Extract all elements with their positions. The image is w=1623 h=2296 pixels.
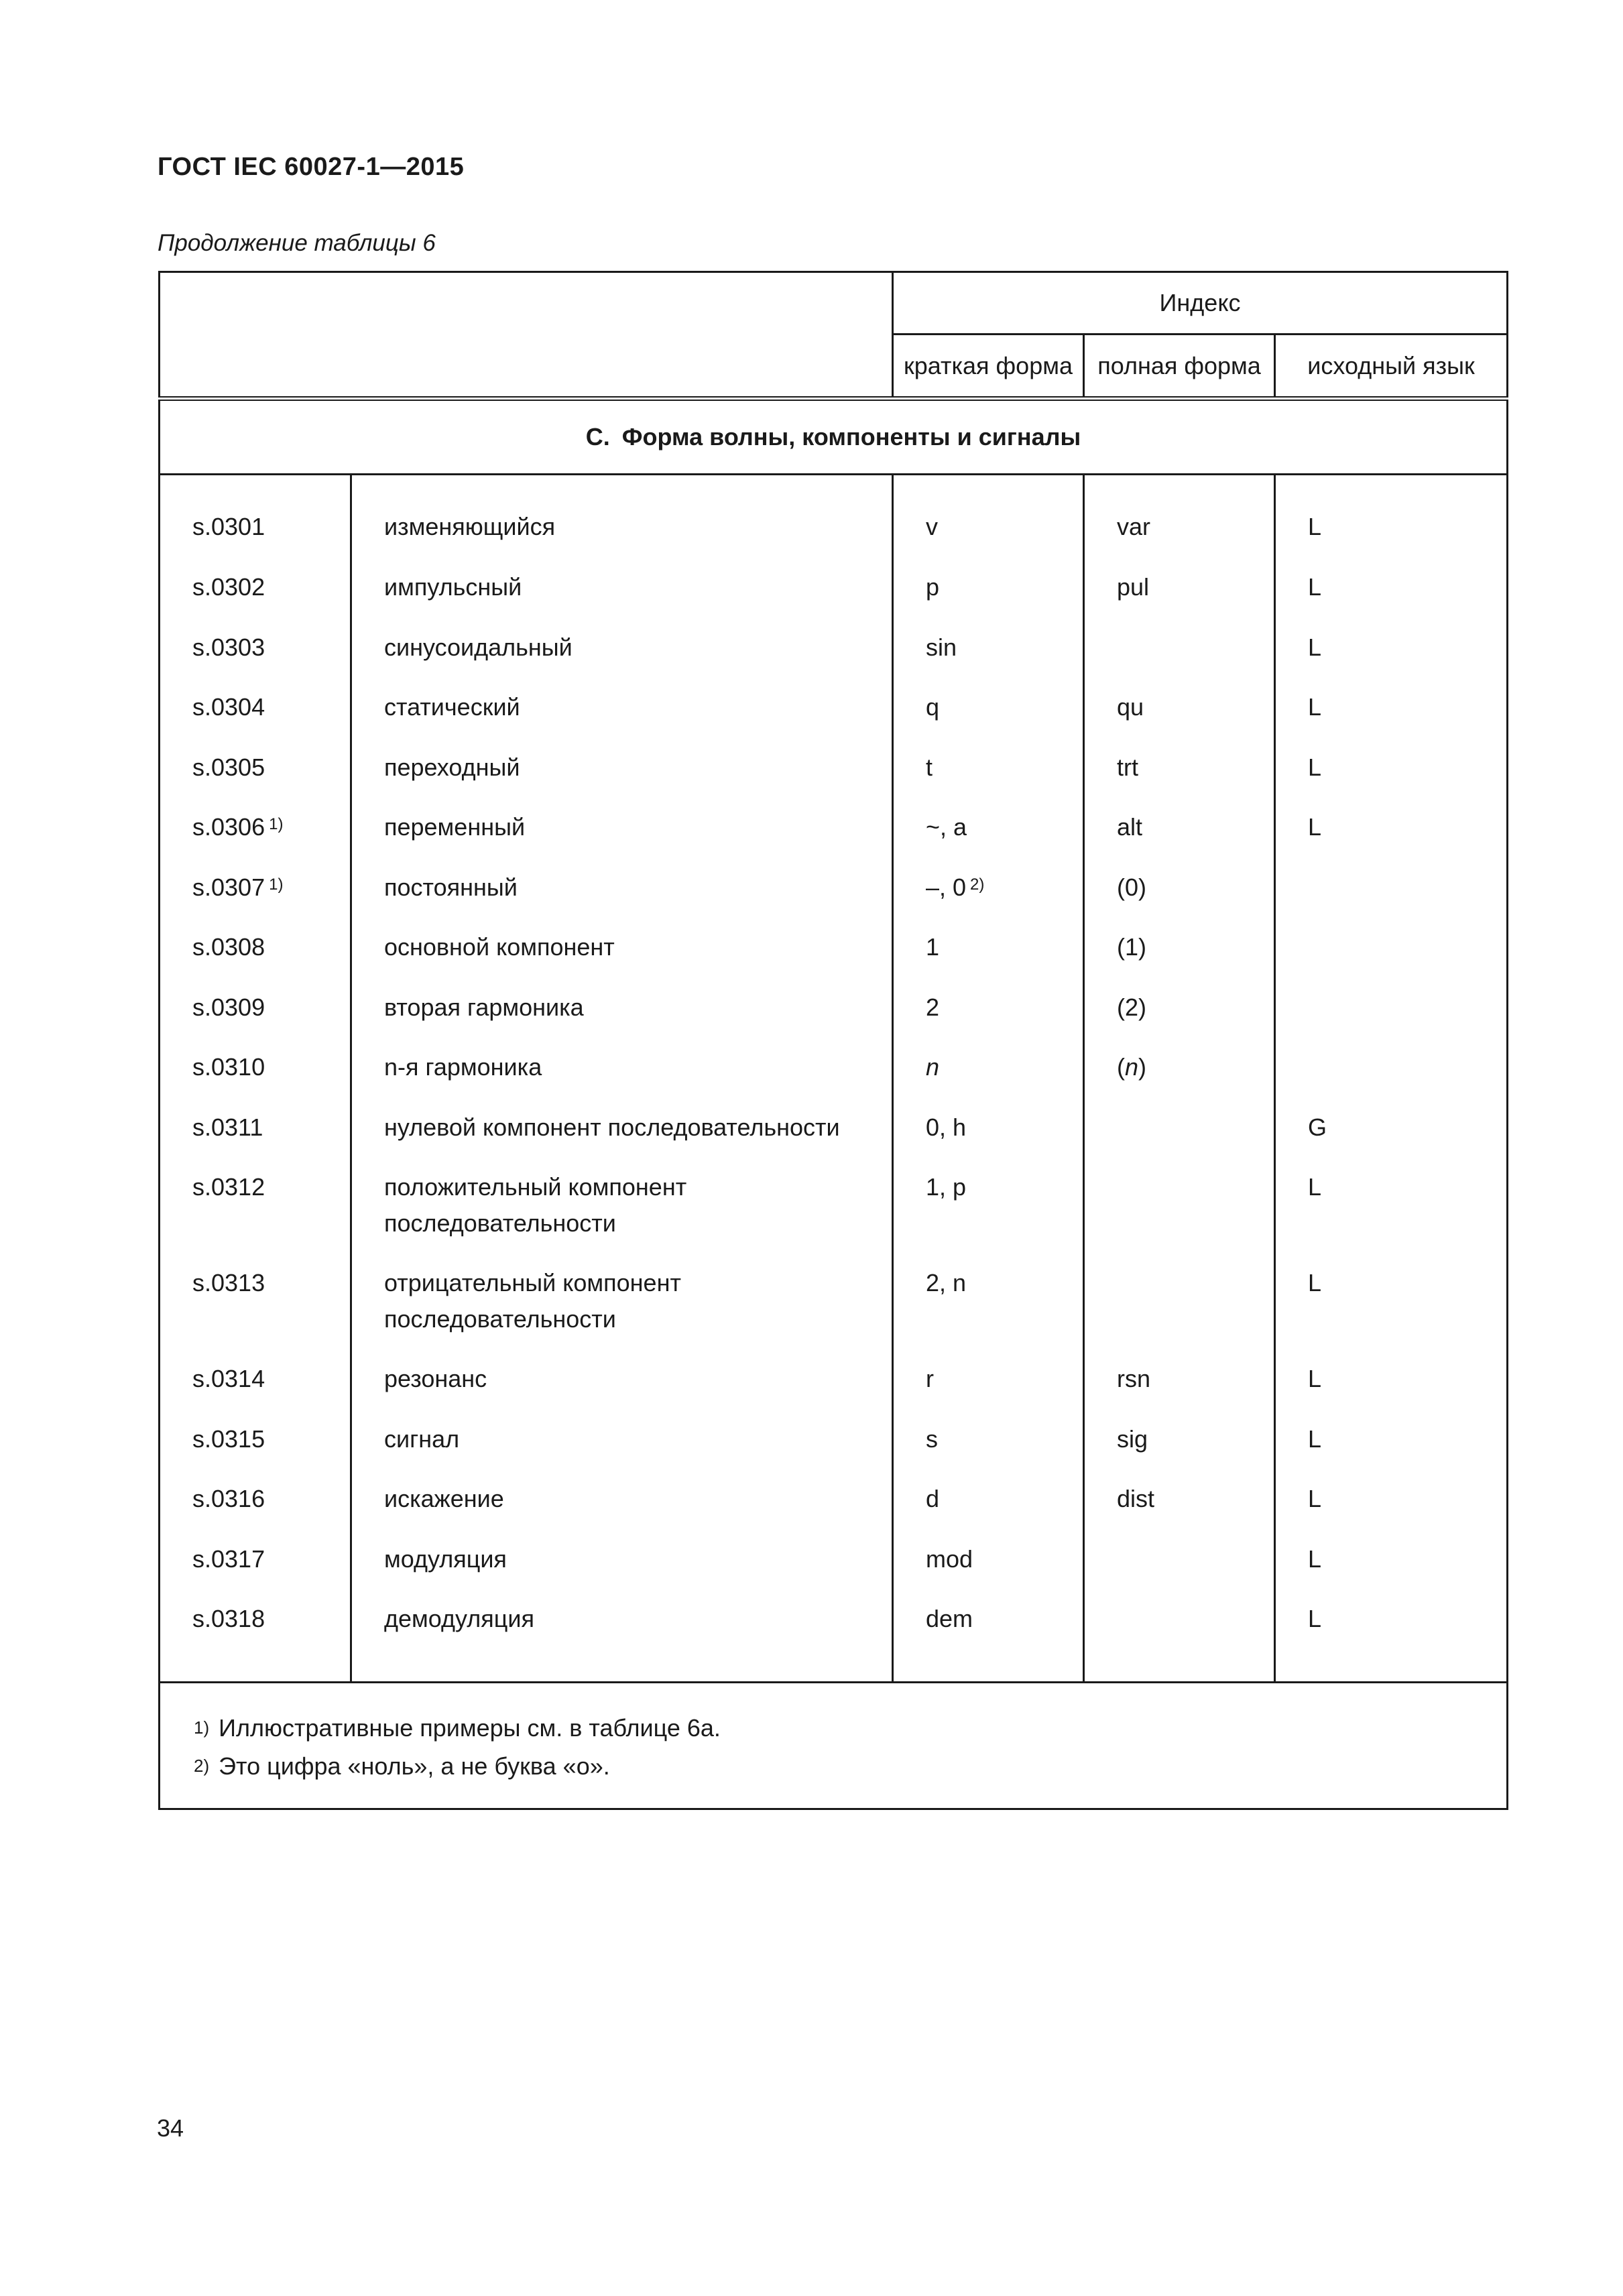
row-full-form: alt xyxy=(1084,809,1275,869)
row-language: L xyxy=(1275,475,1508,570)
table-row xyxy=(160,475,1508,570)
footnote-1: $^{1)}$ Иллюстративные примеры см. в таблице 6а. xyxy=(194,1714,721,1742)
section-title-text: Форма волны, компоненты и сигналы xyxy=(621,423,1081,450)
table-row xyxy=(160,629,1508,690)
row-full-form: dist xyxy=(1084,1481,1275,1541)
footnote-ref: 2) xyxy=(970,875,985,894)
row-code: s.0318 xyxy=(160,1601,351,1683)
row-full-form: sig xyxy=(1084,1421,1275,1482)
document-header: ГОСТ IEC 60027-1—2015 xyxy=(158,153,465,181)
row-language: L xyxy=(1275,1541,1508,1602)
row-full-form xyxy=(1084,629,1275,690)
row-code: s.0307 $^{1)}$ xyxy=(160,869,351,930)
row-name: переменный xyxy=(351,809,893,869)
row-language: L xyxy=(1275,1481,1508,1541)
row-name: изменяющийся xyxy=(351,475,893,570)
row-full-form xyxy=(1084,1169,1275,1265)
header-full-form: полная форма xyxy=(1084,335,1275,399)
row-code: s.0306 $^{1)}$ xyxy=(160,809,351,869)
table-caption: Продолжение таблицы 6 xyxy=(158,230,436,256)
row-code: s.0314 xyxy=(160,1361,351,1421)
row-name: нулевой компонент последовательности xyxy=(351,1109,893,1170)
table-row xyxy=(160,1049,1508,1109)
row-short-form: ~, a xyxy=(893,809,1084,869)
row-code: s.0308 xyxy=(160,929,351,989)
row-name: резонанс xyxy=(351,1361,893,1421)
row-full-form: pul xyxy=(1084,569,1275,629)
row-short-form: p xyxy=(893,569,1084,629)
table-row xyxy=(160,809,1508,869)
row-short-form: dem xyxy=(893,1601,1084,1683)
header-row-top xyxy=(160,272,1508,335)
table-row xyxy=(160,1169,1508,1265)
row-full-form: trt xyxy=(1084,749,1275,810)
footnote-2: $^{2)}$ Это цифра «ноль», а не буква «о». xyxy=(194,1752,610,1780)
row-name: переходный xyxy=(351,749,893,810)
row-short-form: 0, h xyxy=(893,1109,1084,1170)
row-code: s.0309 xyxy=(160,989,351,1050)
header-blank-cell xyxy=(160,272,893,399)
row-full-form xyxy=(1084,1541,1275,1602)
table-row xyxy=(160,1601,1508,1683)
row-code: s.0304 xyxy=(160,689,351,749)
row-language xyxy=(1275,929,1508,989)
row-code: s.0303 xyxy=(160,629,351,690)
section-title xyxy=(160,399,1508,475)
row-full-form: (1) xyxy=(1084,929,1275,989)
row-short-form: mod xyxy=(893,1541,1084,1602)
row-language: L xyxy=(1275,1361,1508,1421)
footnotes-row xyxy=(160,1683,1508,1809)
table-row xyxy=(160,1361,1508,1421)
row-short-form: 1 xyxy=(893,929,1084,989)
row-language: L xyxy=(1275,1169,1508,1265)
section-row xyxy=(160,399,1508,475)
row-code: s.0315 xyxy=(160,1421,351,1482)
table-row xyxy=(160,569,1508,629)
row-language: L xyxy=(1275,689,1508,749)
row-name: отрицательный компонент последовательности xyxy=(351,1265,893,1361)
row-code: s.0302 xyxy=(160,569,351,629)
table-row xyxy=(160,1481,1508,1541)
row-name: статический xyxy=(351,689,893,749)
row-language xyxy=(1275,869,1508,930)
row-language: L xyxy=(1275,809,1508,869)
footnote-ref: 1) xyxy=(269,875,284,894)
row-full-form: rsn xyxy=(1084,1361,1275,1421)
row-language xyxy=(1275,989,1508,1050)
table-row xyxy=(160,1109,1508,1170)
row-full-form: (2) xyxy=(1084,989,1275,1050)
row-code: s.0313 xyxy=(160,1265,351,1361)
row-name: синусоидальный xyxy=(351,629,893,690)
row-short-form: sin xyxy=(893,629,1084,690)
row-full-form xyxy=(1084,1601,1275,1683)
table-row xyxy=(160,749,1508,810)
row-short-form: s xyxy=(893,1421,1084,1482)
row-name: сигнал xyxy=(351,1421,893,1482)
symbols-table xyxy=(158,271,1508,1810)
row-full-form: (n) xyxy=(1084,1049,1275,1109)
row-language: L xyxy=(1275,569,1508,629)
row-short-form: n xyxy=(893,1049,1084,1109)
row-code: s.0311 xyxy=(160,1109,351,1170)
row-language: L xyxy=(1275,1601,1508,1683)
row-name: положительный компонент последовательности xyxy=(351,1169,893,1265)
table-row xyxy=(160,1541,1508,1602)
row-name: модуляция xyxy=(351,1541,893,1602)
table-row xyxy=(160,689,1508,749)
row-name: импульсный xyxy=(351,569,893,629)
row-name: основной компонент xyxy=(351,929,893,989)
row-language: L xyxy=(1275,629,1508,690)
section-letter: C. xyxy=(585,423,610,450)
row-language xyxy=(1275,1049,1508,1109)
row-short-form: d xyxy=(893,1481,1084,1541)
row-code: s.0310 xyxy=(160,1049,351,1109)
row-language: L xyxy=(1275,1421,1508,1482)
row-short-form: –, 0 $^{2)}$ xyxy=(893,869,1084,930)
row-full-form xyxy=(1084,1109,1275,1170)
row-short-form: r xyxy=(893,1361,1084,1421)
table-row xyxy=(160,869,1508,930)
row-short-form: q xyxy=(893,689,1084,749)
row-name: n-я гармоника xyxy=(351,1049,893,1109)
row-code: s.0317 xyxy=(160,1541,351,1602)
row-name: демодуляция xyxy=(351,1601,893,1683)
header-source-language: исходный язык xyxy=(1275,335,1508,399)
row-code: s.0316 xyxy=(160,1481,351,1541)
row-full-form xyxy=(1084,1265,1275,1361)
page-number: 34 xyxy=(157,2114,184,2142)
row-short-form: v xyxy=(893,475,1084,570)
row-code: s.0301 xyxy=(160,475,351,570)
header-short-form: краткая форма xyxy=(893,335,1084,399)
table-row xyxy=(160,989,1508,1050)
table-row xyxy=(160,1265,1508,1361)
row-short-form: 2, n xyxy=(893,1265,1084,1361)
row-full-form: var xyxy=(1084,475,1275,570)
row-full-form: qu xyxy=(1084,689,1275,749)
row-language: G xyxy=(1275,1109,1508,1170)
table-row xyxy=(160,1421,1508,1482)
row-short-form: 1, p xyxy=(893,1169,1084,1265)
row-short-form: t xyxy=(893,749,1084,810)
row-code: s.0312 xyxy=(160,1169,351,1265)
row-name: постоянный xyxy=(351,869,893,930)
row-name: вторая гармоника xyxy=(351,989,893,1050)
footnotes xyxy=(160,1683,1508,1809)
row-full-form: (0) xyxy=(1084,869,1275,930)
table-row xyxy=(160,929,1508,989)
footnote-ref: 1) xyxy=(269,815,284,833)
row-language: L xyxy=(1275,1265,1508,1361)
row-name: искажение xyxy=(351,1481,893,1541)
row-code: s.0305 xyxy=(160,749,351,810)
row-language: L xyxy=(1275,749,1508,810)
header-index: Индекс xyxy=(893,272,1508,335)
row-short-form: 2 xyxy=(893,989,1084,1050)
